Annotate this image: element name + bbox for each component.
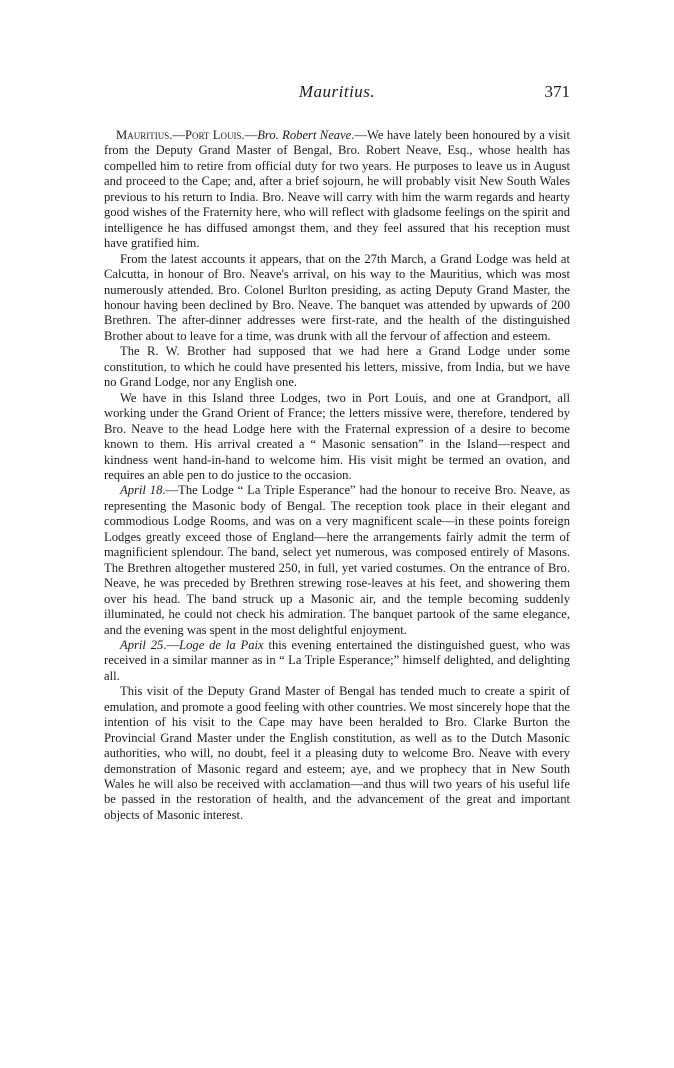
place-heading: Mauritius [116,128,170,142]
separator: .— [162,483,179,498]
separator: .— [169,128,185,142]
person-heading: Bro. Robert Neave [257,128,352,142]
paragraph-conclusion: This visit of the Deputy Grand Master of Bengal has tended much to create a spirit of emulation, and promote a good feeling with other countries. We most sincerely hope that the intention of his visit to the Cape may have been heralded to Bro. Clarke Burton the Provincial Grand Master under the English constitution, as well as to the Dutch Masonic authorities, who will, no doubt, feel it a pleasing duty to welcome Bro. Neave with every demonstration of Masonic regard and esteem; aye, and we prophecy that in New South Wales he will also be received with acclamation—and thus will two years of his useful life be passed in the restoration of health, and the advancement of the great and important objects of Masonic interest. [104,684,570,822]
paragraph-april-18 [104,483,570,638]
paragraph-mauritius [104,128,570,252]
town-heading: Port Louis [184,128,242,142]
paragraph-text: this evening entertained the distinguished guest, who was received in a similar manner as in “ La Triple Esperance;” himself delighted, and delighting all. [104,637,570,683]
separator: .— [241,128,258,142]
page-number: 371 [544,82,570,101]
paragraph-island-lodges: We have in this Island three Lodges, two in Port Louis, and one at Grandport, all working under the Grand Orient of France; the letters missive were, therefore, tendered by Bro. Neave to the head Lodge here with the Fraternal expression of a desire to become known to them. His arrival created a “ Masonic sensation” in the Island—respect and kindness went hand-in-hand to welcome him. His visit might be termed an ovation, and requires an able pen to do justice to the occasion. [104,390,570,482]
date-label: April 25 [120,637,164,652]
paragraph-text: We have lately been honoured by a visit from the Deputy Grand Master of Bengal, Bro. Robert Neave, Esq., whose health has compelled him to retire from official duty for two years. He purposes to leave us in August and proceed to the Cape; and, after a brief sojourn, he will probably visit New South Wales previous to his return to India. Bro. Neave will carry with him the warm regards and hearty good wishes of the Fraternity here, who will reflect with gladsome feelings on the spirit and intelligence he has diffused amongst them, and they feel assured that his reception must have gratified him. [104,128,570,251]
paragraph-text: The Lodge “ La Triple Esperance” had the honour to receive Bro. Neave, as representing the Masonic body of Bengal. The reception took place in their elegant and commodious Lodge Rooms, and was on a very magnificent scale—in these points foreign Lodges greatly exceed those of England—here the arrangements fairly admit the term of magnificient splendour. The band, select yet numerous, was composed entirely of Masons. The Brethren altogether mustered 250, in full, yet varied costumes. On the entrance of Bro. Neave, he was preceded by Brethren strewing rose-leaves at his feet, and showering them over his head. The band struck up a Masonic air, and the temple becoming suddenly illuminated, he could not check his admiration. The banquet partook of the same elegance, and the evening was spent in the most delightful enjoyment. [104,483,570,637]
separator: .— [351,128,368,142]
date-label: April 18 [120,483,163,498]
lodge-name: Loge de la Paix [179,637,264,652]
paragraph-calcutta: From the latest accounts it appears, that on the 27th March, a Grand Lodge was held at Calcutta, in honour of Bro. Neave's arrival, on his way to the Mauritius, which was most numerously attended. Bro. Colonel Burlton presiding, as acting Deputy Grand Master, the honour having been declined by Bro. Neave. The banquet was attended by upwards of 200 Brethren. The after-dinner addresses were first-rate, and the health of the distinguished Brother about to leave for a time, was drunk with all the fervour of affection and esteem. [104,251,570,343]
paragraph-april-25 [104,638,570,684]
separator: .— [163,637,180,652]
running-title: Mauritius. [298,82,376,101]
paragraph-grand-lodge: The R. W. Brother had supposed that we had here a Grand Lodge under some constitution, to which he could have presented his letters, missive, from India, but we have no Grand Lodge, nor any English one. [104,344,570,390]
page-header [104,82,570,106]
article-body [104,128,570,823]
